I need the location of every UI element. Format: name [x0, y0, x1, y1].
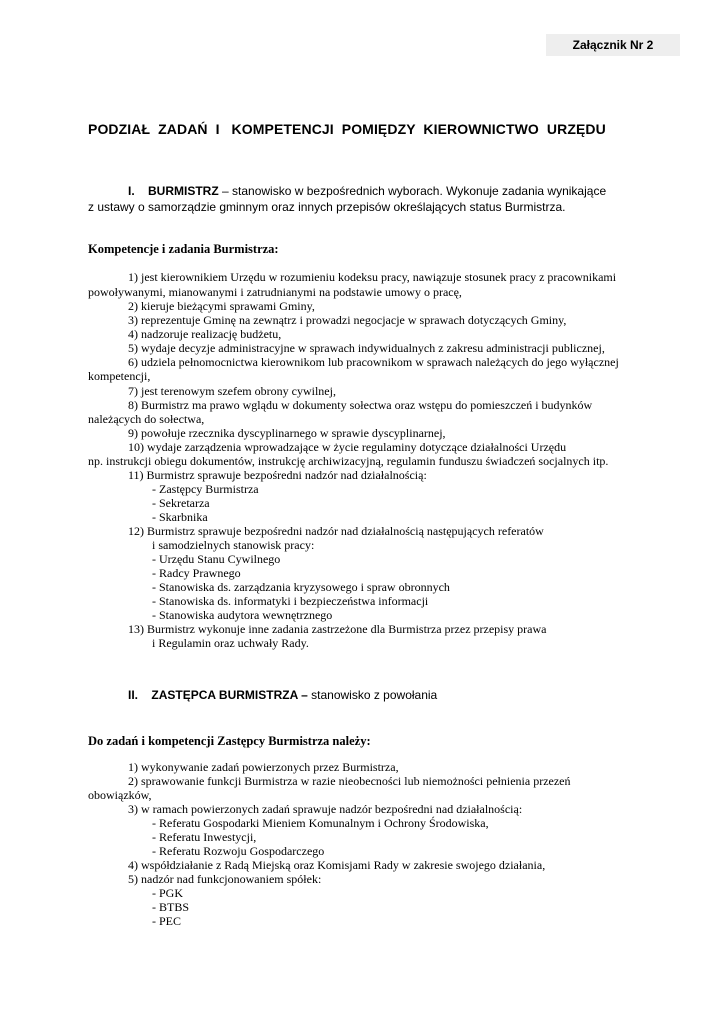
section-2-heading: Do zadań i kompetencji Zastępcy Burmistrza należy:: [88, 734, 371, 748]
list-item: powoływanymi, mianowanymi i zatrudnianymi na podstawie umowy o pracę,: [88, 285, 462, 299]
list-item: i Regulamin oraz uchwały Rady.: [152, 636, 309, 650]
list-item: obowiązków,: [88, 788, 152, 802]
sub-list-item: - Skarbnika: [152, 510, 208, 524]
sub-list-item: - Stanowiska ds. zarządzania kryzysowego i spraw obronnych: [152, 580, 450, 594]
section-1-desc-line2: z ustawy o samorządzie gminnym oraz innych przepisów określających status Burmistrza.: [88, 200, 566, 214]
list-item: 2) kieruje bieżącymi sprawami Gminy,: [128, 299, 315, 313]
sub-list-item: - Referatu Rozwoju Gospodarczego: [152, 844, 325, 858]
sub-list-item: - PEC: [152, 914, 182, 928]
list-item: 4) nadzoruje realizację budżetu,: [128, 327, 282, 341]
section-2-numeral: II.: [128, 688, 139, 702]
section-2-desc: stanowisko z powołania: [307, 688, 438, 702]
list-item: 9) powołuje rzecznika dyscyplinarnego w sprawie dyscyplinarnej,: [128, 426, 446, 440]
page-title: PODZIAŁ ZADAŃ I KOMPETENCJI POMIĘDZY KIEROWNICTWO URZĘDU: [88, 121, 606, 137]
section-1-desc: – stanowisko w bezpośrednich wyborach. Wykonuje zadania wynikające: [218, 184, 607, 198]
list-item: 3) w ramach powierzonych zadań sprawuje nadzór bezpośredni nad działalnością:: [128, 802, 523, 816]
list-item: 1) jest kierownikiem Urzędu w rozumieniu kodeksu pracy, nawiązuje stosunek pracy z pracownikami: [128, 270, 617, 284]
section-1-name: BURMISTRZ: [148, 184, 219, 198]
sub-list-item: - Referatu Gospodarki Mieniem Komunalnym i Ochrony Środowiska,: [152, 816, 489, 830]
list-item: np. instrukcji obiegu dokumentów, instrukcję archiwizacyjną, regulamin funduszu świadczeń socjalnych itp.: [88, 454, 609, 468]
list-item: 10) wydaje zarządzenia wprowadzające w życie regulaminy dotyczące działalności Urzędu: [128, 440, 567, 454]
sub-list-item: - Sekretarza: [152, 496, 210, 510]
list-item: 5) wydaje decyzje administracyjne w sprawach indywidualnych z zakresu administracji publicznej,: [128, 341, 605, 355]
list-item: 7) jest terenowym szefem obrony cywilnej,: [128, 384, 336, 398]
section-2-intro: [128, 688, 437, 703]
list-item: i samodzielnych stanowisk pracy:: [152, 538, 315, 552]
sub-list-item: - BTBS: [152, 900, 190, 914]
list-item: 3) reprezentuje Gminę na zewnątrz i prowadzi negocjacje w sprawach dotyczących Gminy,: [128, 313, 567, 327]
list-item: 8) Burmistrz ma prawo wglądu w dokumenty sołectwa oraz wstępu do pomieszczeń i budynków: [128, 398, 593, 412]
sub-list-item: - Zastępcy Burmistrza: [152, 482, 259, 496]
list-item: 11) Burmistrz sprawuje bezpośredni nadzór nad działalnością:: [128, 468, 427, 482]
sub-list-item: - Stanowiska audytora wewnętrznego: [152, 608, 333, 622]
section-1-heading: Kompetencje i zadania Burmistrza:: [88, 242, 279, 256]
list-item: 5) nadzór nad funkcjonowaniem spółek:: [128, 872, 322, 886]
list-item: 4) współdziałanie z Radą Miejską oraz Komisjami Rady w zakresie swojego działania,: [128, 858, 546, 872]
sub-list-item: - Urzędu Stanu Cywilnego: [152, 552, 281, 566]
list-item: należących do sołectwa,: [88, 412, 205, 426]
list-item: 13) Burmistrz wykonuje inne zadania zastrzeżone dla Burmistrza przez przepisy prawa: [128, 622, 547, 636]
attachment-label: Załącznik Nr 2: [546, 34, 680, 56]
list-item: 2) sprawowanie funkcji Burmistrza w razie nieobecności lub niemożności pełnienia przezeń: [128, 774, 571, 788]
section-2-name: ZASTĘPCA BURMISTRZA –: [151, 688, 308, 702]
sub-list-item: - PGK: [152, 886, 184, 900]
list-item: 1) wykonywanie zadań powierzonych przez Burmistrza,: [128, 760, 399, 774]
list-item: 6) udziela pełnomocnictwa kierownikom lub pracownikom w sprawach należących do jego wyłącznej: [128, 355, 619, 369]
section-1-intro: [128, 184, 606, 199]
sub-list-item: - Stanowiska ds. informatyki i bezpieczeństwa informacji: [152, 594, 429, 608]
sub-list-item: - Radcy Prawnego: [152, 566, 241, 580]
list-item: 12) Burmistrz sprawuje bezpośredni nadzór nad działalnością następujących referatów: [128, 524, 544, 538]
list-item: kompetencji,: [88, 369, 151, 383]
section-1-numeral: I.: [128, 184, 135, 198]
sub-list-item: - Referatu Inwestycji,: [152, 830, 257, 844]
